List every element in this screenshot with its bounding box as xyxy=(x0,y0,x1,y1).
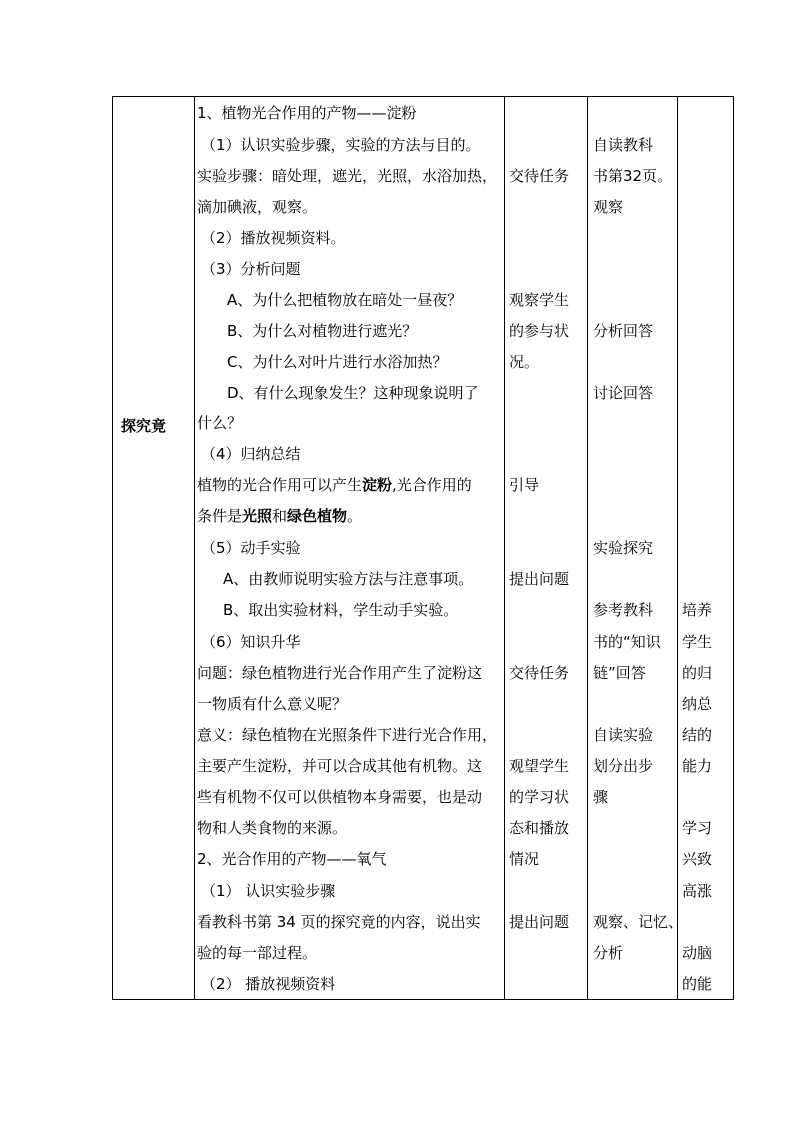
text-line: （2）播放视频资料。 xyxy=(201,229,346,247)
text-segment: 和 xyxy=(272,507,288,525)
text-line: 书第32页。 xyxy=(593,167,673,185)
text-line: 主要产生淀粉，并可以合成其他有机物。这 xyxy=(197,757,483,775)
text-line: （3）分析问题 xyxy=(201,260,301,278)
text-line: 一物质有什么意义呢？ xyxy=(197,695,348,713)
text-line: 引导 xyxy=(509,476,540,494)
text-line: 的学习状 xyxy=(509,788,570,806)
text-line: 的能 xyxy=(682,975,713,993)
column-divider xyxy=(677,97,678,999)
text-line: 的参与状 xyxy=(509,322,570,340)
text-line: （5）动手实验 xyxy=(201,539,301,557)
text-line: 观察学生 xyxy=(509,291,570,309)
text-line: 能力 xyxy=(682,757,713,775)
text-line: 交待任务 xyxy=(509,167,570,185)
text-line: 物和人类食物的来源。 xyxy=(197,819,348,837)
text-line: B、取出实验材料，学生动手实验。 xyxy=(223,601,459,619)
text-line: 交待任务 xyxy=(509,664,570,682)
text-line: D、有什么现象发生？这种现象说明了 xyxy=(227,384,479,402)
text-line: （4）归纳总结 xyxy=(201,445,301,463)
text-line: 自读教科 xyxy=(593,136,654,154)
text-line: 看教科书第 34 页的探究竟的内容，说出实 xyxy=(197,913,481,931)
stage-label: 探究竟 xyxy=(121,417,167,435)
text-segment: 。 xyxy=(347,507,363,525)
text-segment: 条件是 xyxy=(197,507,243,525)
text-line: C、为什么对叶片进行水浴加热？ xyxy=(227,353,448,371)
text-segment: ,光合作用的 xyxy=(392,476,472,494)
text-line xyxy=(197,506,362,526)
text-line: 的归 xyxy=(682,664,713,682)
text-line: 学习 xyxy=(682,819,713,837)
column-divider xyxy=(504,97,505,999)
column-divider xyxy=(194,97,195,999)
text-line: （1） 认识实验步骤 xyxy=(201,882,336,900)
text-line: （2） 播放视频资料 xyxy=(201,975,336,993)
text-line: （6）知识升华 xyxy=(201,633,301,651)
text-line: 情况 xyxy=(509,850,540,868)
text-line: 讨论回答 xyxy=(593,384,654,402)
text-line: 学生 xyxy=(682,633,713,651)
text-line: 高涨 xyxy=(682,882,713,900)
text-line: 纳总 xyxy=(682,695,713,713)
text-line: 实验步骤：暗处理，遮光，光照，水浴加热， xyxy=(197,167,498,185)
text-line: 参考教科 xyxy=(593,601,654,619)
text-line: 态和播放 xyxy=(509,819,570,837)
text-line: 观察 xyxy=(593,198,624,216)
text-line: 提出问题 xyxy=(509,570,570,588)
text-line: 滴加碘液，观察。 xyxy=(197,198,318,216)
text-line: 骤 xyxy=(593,788,609,806)
text-line: 1、植物光合作用的产物——淀粉 xyxy=(197,104,417,122)
text-line: 观察、记忆、 xyxy=(593,913,684,931)
text-line xyxy=(197,475,472,495)
text-line: 划分出步 xyxy=(593,757,654,775)
bold-term: 绿色植物 xyxy=(287,507,348,525)
lesson-table xyxy=(112,96,734,1000)
text-line: 兴致 xyxy=(682,850,713,868)
text-line: 动脑 xyxy=(682,944,713,962)
text-line: 实验探究 xyxy=(593,539,654,557)
text-line: 什么？ xyxy=(197,414,243,432)
text-line: 结的 xyxy=(682,726,713,744)
text-line: 书的“知识 xyxy=(593,633,661,651)
text-line: 问题：绿色植物进行光合作用产生了淀粉这 xyxy=(197,664,483,682)
text-line: 意义：绿色植物在光照条件下进行光合作用， xyxy=(197,726,498,744)
text-line: 链”回答 xyxy=(593,664,646,682)
text-line: 分析回答 xyxy=(593,322,654,340)
text-line: A、为什么把植物放在暗处一昼夜？ xyxy=(227,291,463,309)
text-line: 况。 xyxy=(509,353,540,371)
text-line: 培养 xyxy=(682,601,713,619)
text-line: 些有机物不仅可以供植物本身需要，也是动 xyxy=(197,788,483,806)
text-line: 验的每一部过程。 xyxy=(197,944,318,962)
text-line: 自读实验 xyxy=(593,726,654,744)
text-line: 提出问题 xyxy=(509,913,570,931)
text-line: 2、光合作用的产物——氧气 xyxy=(197,850,387,868)
bold-term: 光照 xyxy=(242,507,273,525)
bold-term: 淀粉 xyxy=(362,476,393,494)
text-line: 分析 xyxy=(593,944,624,962)
text-segment: 植物的光合作用可以产生 xyxy=(197,476,363,494)
text-line: A、由教师说明实验方法与注意事项。 xyxy=(223,570,474,588)
text-line: （1）认识实验步骤，实验的方法与目的。 xyxy=(201,136,481,154)
text-line: 观望学生 xyxy=(509,757,570,775)
column-divider xyxy=(587,97,588,999)
text-line: B、为什么对植物进行遮光？ xyxy=(227,322,418,340)
